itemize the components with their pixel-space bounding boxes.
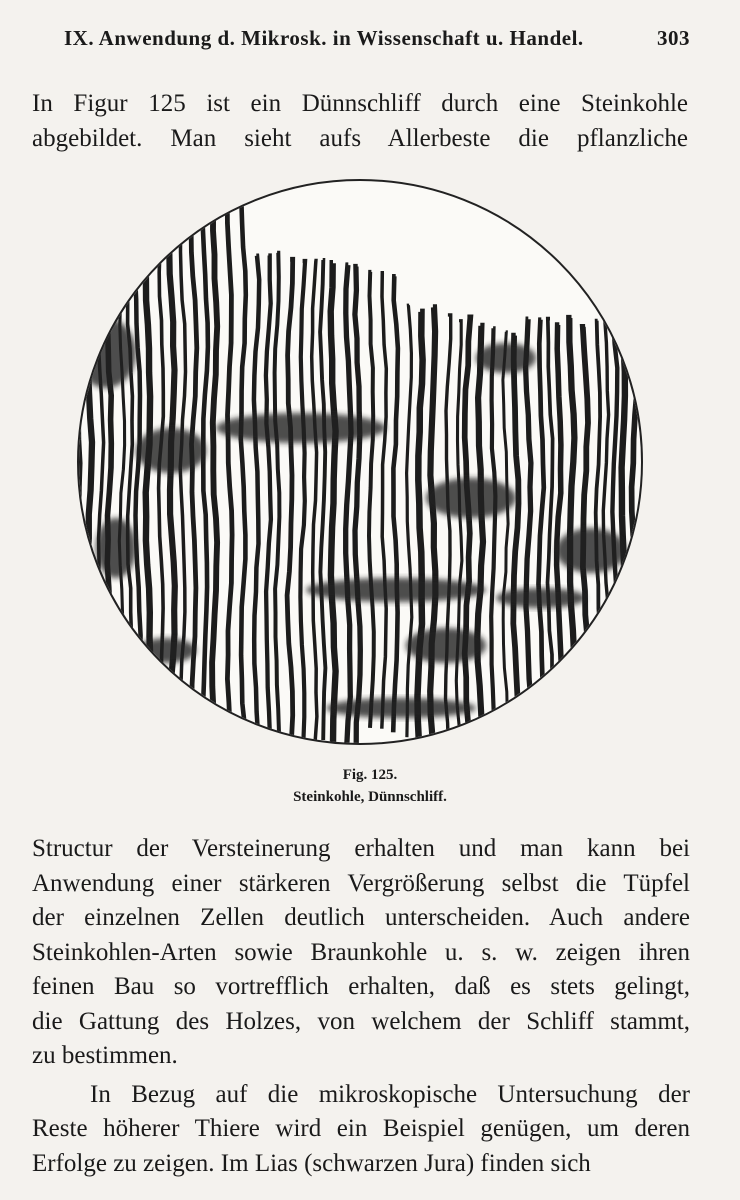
dark-patch [136, 638, 196, 663]
text-line: Reste höherer Thiere wird ein Beispiel genügen, um deren [32, 1115, 690, 1142]
intro-paragraph [32, 86, 688, 156]
text-line: die Gattung des Holzes, von welchem der Schliff stammt, [32, 1007, 690, 1035]
text-line: In Bezug auf die mikroskopische Untersuchung der [90, 1080, 690, 1108]
dark-patch [406, 628, 486, 663]
dark-patch [326, 698, 476, 718]
text-line: zu bestimmen. [32, 1042, 178, 1069]
text-line: der einzelnen Zellen deutlich unterscheiden. Auch andere [32, 904, 690, 931]
text-line: abgebildet. Man sieht aufs Allerbeste die pflanzliche [32, 125, 688, 152]
figure-caption-text: Steinkohle, Dünnschliff. [293, 789, 447, 805]
dark-patch [306, 578, 486, 602]
running-head-title: IX. Anwendung d. Mikrosk. in Wissenschaft u. Handel. [64, 26, 584, 50]
dark-patch [556, 528, 626, 573]
dark-patch [136, 428, 206, 473]
text-line: In Figur 125 ist ein Dünnschliff durch eine Steinkohle [32, 90, 688, 117]
page-number: 303 [657, 26, 690, 50]
micrograph-image [76, 178, 644, 746]
dark-patch [426, 478, 516, 518]
text-line: Structur der Versteinerung erhalten und man kann bei [32, 835, 690, 862]
body-paragraphs [32, 832, 690, 1181]
dark-patch [96, 518, 136, 578]
text-line: Erfolge zu zeigen. Im Lias (schwarzen Jura) finden sich [32, 1149, 591, 1177]
text-line: feinen Bau so vortrefflich erhalten, daß es stets gelingt, [32, 973, 690, 1000]
dark-patch [496, 588, 586, 608]
figure-label: Fig. 125. [342, 767, 398, 783]
dark-patch [476, 343, 536, 373]
running-head [64, 26, 690, 51]
dark-patch [76, 318, 136, 388]
figure-micrograph [76, 178, 644, 746]
text-line: Anwendung einer stärkeren Vergrößerung selbst die Tüpfel [32, 869, 690, 897]
text-line: Steinkohlen-Arten sowie Braunkohle u. s. w. zeigen ihren [32, 938, 690, 966]
dark-patch [216, 413, 386, 443]
figure-caption [0, 764, 740, 808]
